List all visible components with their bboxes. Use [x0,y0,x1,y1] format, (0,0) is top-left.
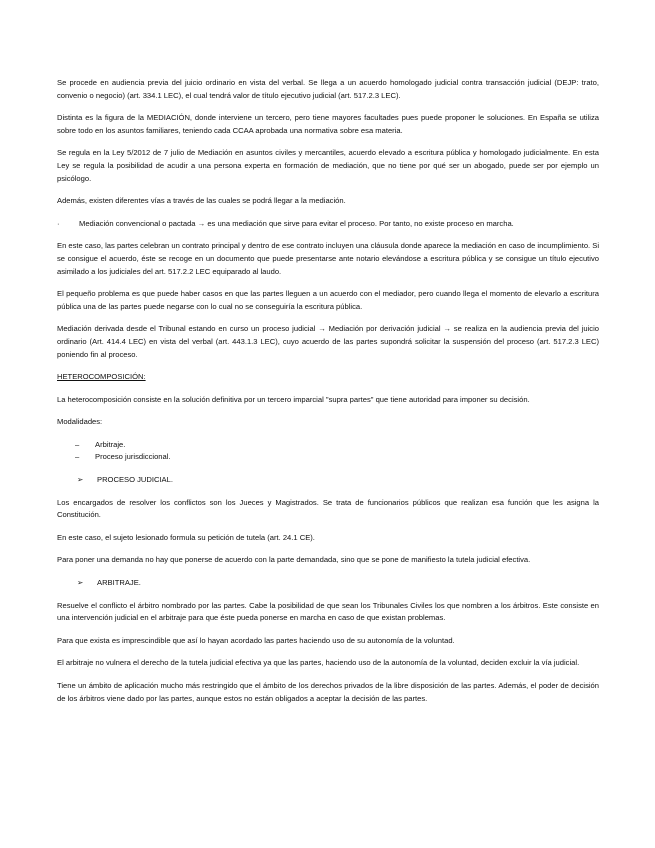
arrow-bullet-icon: ➢ [77,475,84,485]
bullet-marker: · [57,218,60,228]
subsection-title: ARBITRAJE. [97,578,141,588]
list-item [57,451,599,464]
bullet-text: Mediación convencional o pactada → es una mediación que sirve para evitar el proceso. Por tanto, no existe proceso en marcha. [79,218,514,228]
paragraph: Resuelve el conflicto el árbitro nombrado por las partes. Cabe la posibilidad de que sean los Tribunales Civiles los que nombren a los árbitros. Este consiste en una intervención judicial en el arbitraje para que éste pueda ponerse en marcha en caso de que existan problemas. [57,600,599,623]
subsection-title: PROCESO JUDICIAL. [97,475,173,485]
list-item [57,439,599,452]
bullet-item [57,218,599,231]
paragraph: El arbitraje no vulnera el derecho de la tutela judicial efectiva ya que las partes, haciendo uso de la autonomía de la voluntad, deciden excluir la vía judicial. [57,658,580,668]
dash-marker: – [75,439,80,449]
list-item-text: Arbitraje. [95,439,126,449]
paragraph: En este caso, las partes celebran un contrato principal y dentro de ese contrato incluyen una cláusula donde aparece la mediación en caso de incumplimiento. Si se consigue el acuerdo, éste se recoge en un documento que puede presentarse ante notario elevándose a escritura pública y se consigue un título ejecutivo asimilado a los judiciales del art. 517.2.2 LEC equiparado al laudo. [57,241,600,276]
subsection-heading [57,474,599,487]
subsection-heading [57,577,599,590]
paragraph: Distinta es la figura de la MEDIACIÓN, donde interviene un tercero, pero tiene mayores facultades pues puede proponer le soluciones. En España se utiliza sobre todo en los asuntos familiares, teniendo cada CCAA aprobada una normativa sobre esa materia. [57,113,599,135]
paragraph: Además, existen diferentes vías a través de las cuales se podrá llegar a la mediación. [57,196,346,206]
dash-marker: – [75,452,80,462]
paragraph: En este caso, el sujeto lesionado formula su petición de tutela (art. 24.1 CE). [57,532,315,542]
paragraph: Se procede en audiencia previa del juicio ordinario en vista del verbal. Se llega a un acuerdo homologado judicial contra transacción judicial (DEJP: trato, convenio o negocio) (art. 334.1 LEC), el cual tendrá valor de título ejecutivo judicial (art. 517.2.3 LEC). [57,78,599,100]
list-item-text: Proceso jurisdiccional. [95,452,171,462]
paragraph: Tiene un ámbito de aplicación mucho más restringido que el ámbito de los derechos privados de la libre disposición de las partes. Además, el poder de decisión de los árbitros viene dado por las partes, aunque estos no están obligados a aceptar la decisión de las partes. [57,681,599,703]
paragraph: Se regula en la Ley 5/2012 de 7 julio de Mediación en asuntos civiles y mercantiles, acuerdo elevado a escritura pública y homologado judicialmente. En esta Ley se regula la posibilidad de acudir a una persona experta en formación de mediación, que no tiene por qué ser un abogado, puede ser por ejemplo un psicólogo. [57,148,599,183]
paragraph: Mediación derivada desde el Tribunal estando en curso un proceso judicial → Mediación por derivación judicial → se realiza en la audiencia previa del juicio ordinario (Art. 414.4 LEC) en vista del verbal (art. 443.1.3 LEC), cuyo acuerdo de las partes supondrá solicitar la suspensión del proceso (art. 517.2.3 LEC) poniendo fin al proceso. [57,324,599,359]
paragraph: Para que exista es imprescindible que así lo hayan acordado las partes haciendo uso de su autonomía de la voluntad. [57,635,455,645]
paragraph: El pequeño problema es que puede haber casos en que las partes lleguen a un acuerdo con el mediador, pero cuando llega el momento de elevarlo a escritura pública una de las partes puede negarse con lo cual no se conseguiría la escritura pública. [57,289,599,311]
paragraph: Para poner una demanda no hay que ponerse de acuerdo con la parte demandada, sino que se pone de manifiesto la tutela judicial efectiva. [57,555,531,565]
modalities-list [57,439,599,464]
arrow-bullet-icon: ➢ [77,578,84,588]
paragraph: Modalidades: [57,417,103,427]
section-heading: HETEROCOMPOSICIÓN: [57,372,146,382]
paragraph: Los encargados de resolver los conflictos son los Jueces y Magistrados. Se trata de funcionarios públicos que realizan esa función que les asigna la Constitución. [57,497,599,520]
paragraph: La heterocomposición consiste en la solución definitiva por un tercero imparcial "supra partes" que tiene autoridad para imponer su decisión. [57,394,530,404]
